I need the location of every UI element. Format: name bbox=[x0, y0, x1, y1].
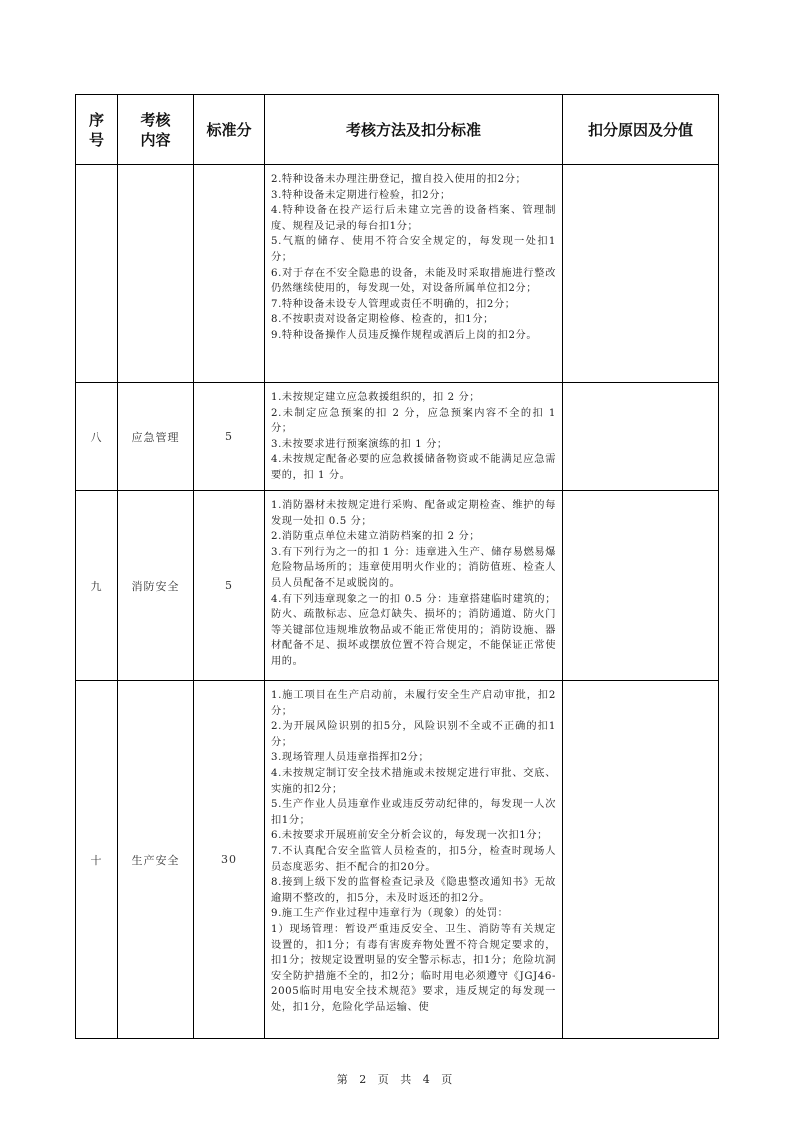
header-seq: 序 号 bbox=[76, 95, 118, 165]
criteria-item: 2.特种设备未办理注册登记，擅自投入使用的扣2分； bbox=[271, 174, 527, 185]
criteria-item: 2.消防重点单位未建立消防档案的扣 2 分； bbox=[271, 531, 481, 543]
criteria-item: 1.未按规定建立应急救援组织的，扣 2 分； bbox=[271, 392, 481, 403]
criteria-item: 2.未制定应急预案的扣 2 分，应急预案内容不全的扣 1 分； bbox=[271, 407, 556, 435]
row-score: 30 bbox=[194, 681, 265, 1039]
row-content: 生产安全 bbox=[118, 681, 194, 1039]
criteria-item: 1.消防器材未按规定进行采购、配备或定期检查、维护的每发现一处扣 0.5 分； bbox=[271, 500, 556, 527]
criteria-item: 6.对于存在不安全隐患的设备，未能及时采取措施进行整改仍然继续使用的，每发现一处，对设备所属单位扣2分； bbox=[271, 267, 556, 295]
criteria-item: 3.未按要求进行预案演练的扣 1 分； bbox=[271, 438, 448, 450]
row-content bbox=[118, 165, 194, 383]
page-number: 第 2 页 共 4 页 bbox=[336, 1073, 457, 1086]
row-seq: 十 bbox=[76, 681, 118, 1039]
table-row bbox=[76, 681, 719, 1039]
row-seq: 九 bbox=[76, 491, 118, 681]
criteria-item: 6.未按要求开展班前安全分析会议的，每发现一次扣1分； bbox=[271, 830, 548, 842]
table-row bbox=[76, 383, 719, 491]
criteria-item: 8.接到上级下发的监督检查记录及《隐患整改通知书》无故逾期不整改的，扣5分，未及时返还的扣2分。 bbox=[271, 877, 556, 904]
header-method: 考核方法及扣分标准 bbox=[265, 95, 563, 165]
row-criteria bbox=[265, 681, 563, 1039]
criteria-item: 1）现场管理：暂设严重违反安全、卫生、消防等有关规定设置的，扣1分；有毒有害废弃物处置不符合规定要求的，扣1分；按规定设置明显的安全警示标志，扣1分；危险坑洞安全防护措施不全的，扣2分；临时用电必须遵守《JGJ46-2005临时用电安全技术规范》要求，违反规定的每发现一处，扣1分，危险化学品运输、使 bbox=[271, 923, 556, 1013]
row-seq bbox=[76, 165, 118, 383]
criteria-item: 4.未按规定制订安全技术措施或未按规定进行审批、交底、实施的扣2分； bbox=[271, 767, 556, 795]
criteria-item: 5.气瓶的储存、使用不符合安全规定的，每发现一处扣1分； bbox=[271, 236, 556, 263]
table-row bbox=[76, 165, 719, 383]
row-criteria bbox=[265, 383, 563, 491]
criteria-item: 7.不认真配合安全监管人员检查的，扣5分，检查时现场人员态度恶劣、拒不配合的扣20分。 bbox=[271, 845, 556, 873]
criteria-item: 1.施工项目在生产启动前，未履行安全生产启动审批，扣2分； bbox=[271, 690, 556, 717]
row-seq: 八 bbox=[76, 383, 118, 491]
criteria-item: 5.生产作业人员违章作业或违反劳动纪律的，每发现一人次扣1分； bbox=[271, 799, 556, 826]
row-criteria bbox=[265, 491, 563, 681]
row-score: 5 bbox=[194, 491, 265, 681]
criteria-item: 9.特种设备操作人员违反操作规程或酒后上岗的扣2分。 bbox=[271, 329, 538, 341]
row-score bbox=[194, 165, 265, 383]
row-content: 应急管理 bbox=[118, 383, 194, 491]
header-content: 考核 内容 bbox=[118, 95, 194, 165]
criteria-item: 9.施工生产作业过程中违章行为（现象）的处罚： bbox=[271, 908, 509, 920]
row-deduction bbox=[563, 681, 719, 1039]
criteria-item: 4.特种设备在投产运行后未建立完善的设备档案、管理制度、规程及记录的每台扣1分； bbox=[271, 205, 556, 232]
row-deduction bbox=[563, 491, 719, 681]
criteria-item: 4.未按规定配备必要的应急救援储备物资或不能满足应急需要的，扣 1 分。 bbox=[271, 454, 556, 481]
row-criteria bbox=[265, 165, 563, 383]
criteria-item: 2.为开展风险识别的扣5分，风险识别不全或不正确的扣1分； bbox=[271, 721, 556, 748]
row-deduction bbox=[563, 165, 719, 383]
assessment-table bbox=[75, 94, 719, 1039]
criteria-item: 8.不按职责对设备定期检修、检查的，扣1分； bbox=[271, 314, 494, 326]
row-content: 消防安全 bbox=[118, 491, 194, 681]
row-deduction bbox=[563, 383, 719, 491]
header-standard-score: 标准分 bbox=[194, 95, 265, 165]
row-score: 5 bbox=[194, 383, 265, 491]
criteria-item: 3.有下列行为之一的扣 1 分：违章进入生产、储存易燃易爆危险物品场所的；违章使用明火作业的；消防值班、检查人员人员配备不足或脱岗的。 bbox=[271, 546, 556, 589]
criteria-item: 3.现场管理人员违章指挥扣2分； bbox=[271, 752, 430, 764]
table-header-row bbox=[76, 95, 719, 165]
criteria-item: 7.特种设备未设专人管理或责任不明确的，扣2分； bbox=[271, 298, 516, 310]
criteria-item: 4.有下列违章现象之一的扣 0.5 分：违章搭建临时建筑的；防火、疏散标志、应急灯缺失、损坏的；消防通道、防火门等关键部位违规堆放物品或不能正常使用的；消防设施、器材配备不足、损坏或摆放位置不符合规定，不能保证正常使用的。 bbox=[271, 593, 556, 667]
criteria-item: 3.特种设备未定期进行检验，扣2分； bbox=[271, 189, 451, 201]
header-deduction: 扣分原因及分值 bbox=[563, 95, 719, 165]
table-row bbox=[76, 491, 719, 681]
